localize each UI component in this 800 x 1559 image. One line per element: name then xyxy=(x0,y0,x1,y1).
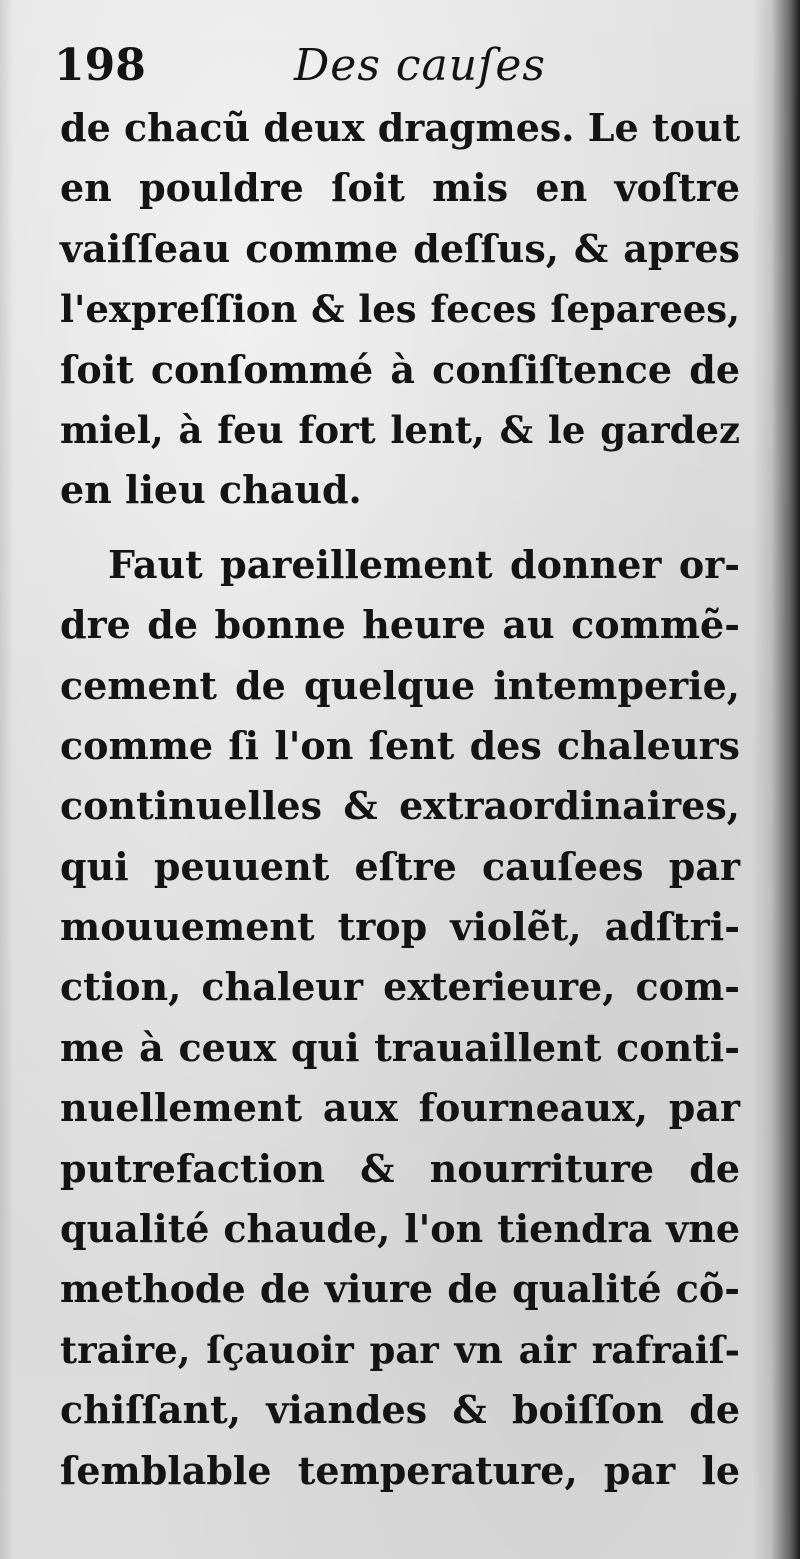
text-line: mouuement trop violẽt, adſtri- xyxy=(60,904,740,950)
text-line: en pouldre ſoit mis en voſtre xyxy=(60,165,740,211)
text-line: Faut pareillement donner or- xyxy=(108,541,740,587)
gutter-shadow xyxy=(752,0,800,1559)
text-line: putrefaction & nourriture de xyxy=(60,1145,740,1191)
paragraph-1 xyxy=(60,98,740,521)
text-line: chiſſant, viandes & boiſſon de xyxy=(60,1387,740,1433)
text-line: vaiſſeau comme deſſus, & apres xyxy=(60,225,740,271)
text-line: dre de bonne heure au commẽ- xyxy=(60,602,740,648)
running-title: Des cauſes xyxy=(294,40,546,91)
text-line: en lieu chaud. xyxy=(60,467,362,513)
text-line: de chacũ deux dragmes. Le tout xyxy=(60,105,740,150)
page-number: 198 xyxy=(54,40,146,91)
text-line: me à ceux qui trauaillent conti- xyxy=(60,1024,740,1070)
text-line: continuelles & extraordinaires, xyxy=(60,783,740,829)
text-line: cement de quelque intemperie, xyxy=(60,662,740,708)
text-line: miel, à feu fort lent, & le gardez xyxy=(60,407,740,452)
text-line: qui peuuent eſtre cauſees par xyxy=(60,843,740,889)
text-line: ction, chaleur exterieure, com- xyxy=(60,964,740,1010)
text-line: qualité chaude, l'on tiendra vne xyxy=(60,1206,740,1252)
running-head xyxy=(54,38,734,98)
body-text xyxy=(60,98,740,1501)
paragraph-gap xyxy=(60,521,740,535)
text-line: ſoit conſommé à conſiſtence de xyxy=(60,346,740,392)
paragraph-2 xyxy=(60,535,740,1501)
text-line: l'expreſſion & les feces ſeparees, xyxy=(60,287,740,332)
text-line: traire, ſçauoir par vn air rafraiſ- xyxy=(60,1327,740,1372)
text-line: comme ſi l'on ſent des chaleurs xyxy=(60,722,740,768)
text-line: methode de viure de qualité cõ- xyxy=(60,1266,740,1312)
text-line: nuellement aux fourneaux, par xyxy=(60,1085,740,1131)
text-line: ſemblable temperature, par le xyxy=(60,1447,740,1493)
page-left-edge xyxy=(0,0,14,1559)
